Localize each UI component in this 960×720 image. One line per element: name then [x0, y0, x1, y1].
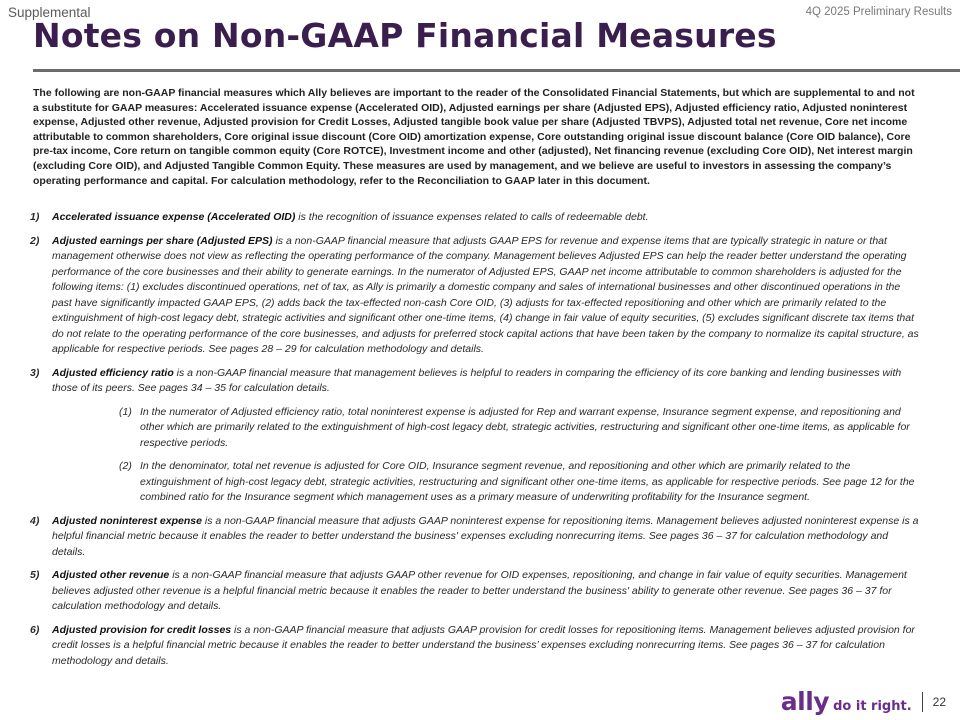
item-number: 1)	[30, 211, 40, 223]
sub-item-number: (2)	[119, 460, 132, 472]
item-text: is the recognition of issuance expenses related to calls of redeemable debt.	[295, 211, 649, 223]
item-term: Adjusted efficiency ratio	[52, 366, 174, 379]
item-term: Adjusted provision for credit losses	[52, 623, 232, 636]
item-text: is a non-GAAP financial measure that adjusts GAAP EPS for revenue and expense items that are typically strategic in nature or that management otherwise does not view as reflecting the operating performance of the company. Management believes Adjusted EPS can help the reader better understand the operating performance of the core businesses and their ability to generate earnings. In the numerator of Adjusted EPS, GAAP net income attributable to common shareholders is adjusted for the following items: (1) excludes discontinued operations, net of tax, as Ally is primarily a domestic company and sales of international businesses and other discontinued operations in the past have significantly impacted GAAP EPS, (2) adds back the tax-effected non-cash Core OID, (3) adjusts for tax-effected repositioning and other which are primarily related to the extinguishment of high-cost legacy debt, strategic activities and significant other one-time items, (4) change in fair value of equity securities, (5) excludes significant discrete tax items that do not relate to the operating performance of the core businesses, and adjusts for preferred stock capital actions that have been taken by the company to normalize its capital structure, as applicable for respective periods. See pages 28 – 29 for calculation methodology and details.	[52, 234, 919, 355]
ally-logo	[781, 687, 912, 716]
list-item	[30, 210, 922, 226]
item-text: is a non-GAAP financial measure that adjusts GAAP noninterest expense for repositioning items. Management believes adjusted noninterest expense is a helpful financial metric because it enables the reader to better understand the business' expenses excluding nonrecurring items. See pages 36 – 37 for calculation methodology and details.	[52, 514, 919, 558]
item-number: 2)	[30, 234, 40, 247]
item-term: Accelerated issuance expense (Accelerated OID)	[52, 211, 296, 223]
sub-item	[52, 459, 922, 506]
page-number: 22	[932, 694, 946, 709]
list-item	[30, 366, 922, 506]
logo-tagline: do it right.	[833, 699, 912, 714]
item-term: Adjusted other revenue	[52, 569, 170, 581]
list-item	[30, 514, 922, 561]
sub-item-text: In the numerator of Adjusted efficiency ratio, total noninterest expense is adjusted for Rep and warrant expense, Insurance segment expense, and repositioning and other which are primarily related to the extinguishment of high-cost legacy debt, strategic activities, restructuring and significant other one-time items, as applicable for respective periods.	[140, 405, 910, 449]
item-term: Adjusted earnings per share (Adjusted EPS)	[52, 234, 273, 247]
definitions-list	[30, 210, 922, 677]
item-number: 6)	[30, 623, 40, 636]
sub-item-number: (1)	[119, 405, 132, 418]
item-number: 4)	[30, 514, 40, 527]
footer-divider	[922, 692, 923, 712]
section-label: Supplemental	[8, 5, 91, 20]
item-text: is a non-GAAP financial measure that management believes is helpful to readers in comparing the efficiency of its core banking and lending businesses with those of its peers. See pages 34 – 35 for calculation details.	[52, 366, 902, 394]
intro-paragraph: The following are non-GAAP financial measures which Ally believes are important to the reader of the Consolidated Financial Statements, but which are supplemental to and not a substitute for GAAP measures: Accelerated issuance expense (Accelerated OID), Adjusted earnings per share (Adjusted EPS), Adjusted efficiency ratio, Adjusted noninterest expense, Adjusted other revenue, Adjusted provision for Credit Losses, Adjusted tangible book value per share (Adjusted TBVPS), Adjusted total net revenue, Core net income attributable to common shareholders, Core original issue discount (Core OID) amortization expense, Core outstanding original issue discount balance (Core OID balance), Core pre-tax income, Core return on tangible common equity (Core ROTCE), Investment income and other (adjusted), Net financing revenue (excluding Core OID), Net interest margin (excluding Core OID), and Adjusted Tangible Common Equity. These measures are used by management, and we believe are useful to investors in assessing the company’s operating performance and capital. For calculation methodology, refer to the Reconciliation to GAAP later in this document.	[33, 87, 915, 187]
item-text: is a non-GAAP financial measure that adjusts GAAP provision for credit losses for repositioning items. Management believes adjusted provision for credit losses is a helpful financial metric because it enables the reader to better understand the business’ expenses excluding nonrecurring items. See pages 36 – 37 for calculation methodology and details.	[52, 623, 915, 667]
footer	[781, 687, 946, 716]
item-text: is a non-GAAP financial measure that adjusts GAAP other revenue for OID expenses, repositioning, and change in fair value of equity securities. Management believes adjusted other revenue is a helpful financial metric because it enables the reader to better understand the business' ability to generate other revenue. See pages 36 – 37 for calculation methodology and details.	[52, 569, 907, 612]
sub-item	[52, 405, 922, 452]
item-number: 5)	[30, 569, 40, 581]
list-item	[30, 568, 922, 615]
list-item	[30, 623, 922, 670]
report-label: 4Q 2025 Preliminary Results	[805, 6, 952, 18]
item-number: 3)	[30, 366, 40, 379]
list-item	[30, 234, 922, 358]
sub-item-text: In the denominator, total net revenue is adjusted for Core OID, Insurance segment revenue, and repositioning and other which are primarily related to the extinguishment of high-cost legacy debt, strategic activities, restructuring and significant other one-time items, as applicable for respective periods. See page 12 for the combined ratio for the Insurance segment which management uses as a primary measure of underwriting profitability for the Insurance segment.	[140, 460, 915, 503]
logo-wordmark: ally	[780, 687, 830, 716]
page-title: Notes on Non-GAAP Financial Measures	[33, 16, 777, 55]
title-divider	[33, 69, 960, 72]
item-term: Adjusted noninterest expense	[52, 514, 202, 527]
